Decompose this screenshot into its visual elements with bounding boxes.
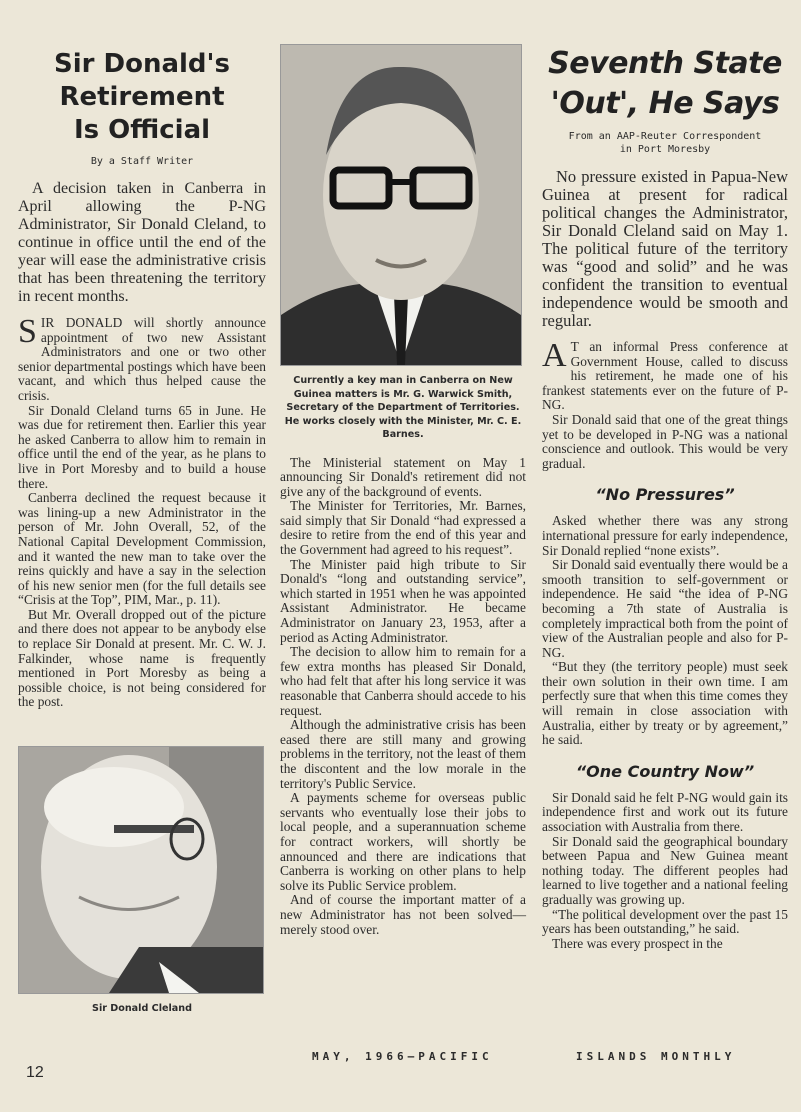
right-paragraph-4: Sir Donald said eventually there would be a smooth transition to self-government or independence. He said “the idea of P-NG becoming a 7th state of Australia is completely impractical both from the point of view of the Australian people and also for P-NG.	[542, 557, 788, 660]
right-paragraph-7: Sir Donald said the geographical boundary between Papua and New Guinea meant nothing today. The different peoples had learned to live together and a national feeling gradually was growing up.	[542, 833, 788, 907]
portrait-image	[281, 45, 521, 365]
middle-paragraph-2: The Minister for Territories, Mr. Barnes, said simply that Sir Donald “had expressed a desire to retire from the end of this year and the Government had agreed to his request”.	[280, 498, 526, 558]
left-headline: Sir Donald's Retirement Is Official	[54, 49, 230, 145]
right-paragraph-8: “The political development over the past 15 years has been outstanding,” he said.	[542, 906, 788, 937]
middle-paragraph-3: The Minister paid high tribute to Sir Donald's “long and outstanding service”, which started in 1951 when he was appointed Assistant Administrator. He became Administrator on January 23, 1953, after a period as Acting Administrator.	[280, 556, 526, 645]
middle-paragraph-5: Although the administrative crisis has been eased there are still many and growing problems in the territory, not the least of them the discontent and the low morale in the territory's Public Service.	[280, 717, 526, 791]
left-lead-paragraph: A decision taken in Canberra in April allowing the P-NG Administrator, Sir Donald Cleland, to continue in office until the end of the year will ease the administrative crisis that has been threatening the territory in recent months.	[18, 180, 266, 305]
right-paragraph-9: There was every prospect in the	[552, 935, 723, 951]
footer-magazine: ISLANDS MONTHLY	[576, 1050, 736, 1063]
drop-cap: A	[542, 337, 567, 374]
left-photo-caption: Sir Donald Cleland	[92, 1003, 192, 1015]
subheading-one-country-now: “One Country Now”	[575, 761, 755, 781]
subheading-no-pressures: “No Pressures”	[595, 485, 735, 505]
right-paragraph-1: A T an informal Press conference at Government House, called to discuss his retirement, he made one of his frankest statements ever on the future of P-NG.	[542, 337, 788, 413]
right-paragraph-6: Sir Donald said he felt P-NG would gain its independence first and work out its future association with Australia from there.	[542, 789, 788, 835]
right-article	[542, 44, 788, 951]
right-byline: From an AAP-Reuter Correspondent in Port Moresby	[568, 131, 762, 155]
left-paragraph-2: Sir Donald Cleland turns 65 in June. He was due for retirement then. Earlier this year he asked Canberra to allow him to remain in office until the end of the year, as he plans to live in Port Moresby and to build a house there.	[18, 402, 266, 491]
right-paragraph-2: Sir Donald said that one of the great things yet to be developed in P-NG was a national conscience and outlook. This would be very gradual.	[542, 411, 788, 471]
middle-paragraph-6: A payments scheme for overseas public servants who eventually lose their jobs to local people, and a superannuation scheme for contract workers, will shortly be announced and there are indications that Canberra is working on other plans to help solve its Public Service problem.	[280, 790, 526, 893]
right-lead-paragraph: No pressure existed in Papua-New Guinea at present for radical political changes the Administrator, Sir Donald Cleland said on May 1. The political future of the territory was “good and solid” and he was confident the transition to eventual independence would be smooth and regular.	[542, 167, 788, 330]
photo-warwick-smith	[280, 44, 522, 366]
left-article	[18, 44, 266, 1030]
page-number: 12	[26, 1064, 44, 1081]
right-paragraph-5: “But they (the territory people) must seek their own solution in their own time. I am perfectly sure that when this time comes they will remain in close association with Australia, either by treaty or by agreement,” he said.	[542, 659, 788, 748]
portrait-image	[19, 747, 263, 993]
left-paragraph-4: But Mr. Overall dropped out of the picture and there does not appear to be anybody else to replace Sir Donald at present. Mr. C. W. J. Falkinder, whose name is frequently mentioned in Port Moresby as being a possible choice, is not being considered for the post.	[18, 606, 266, 710]
left-byline: By a Staff Writer	[90, 156, 194, 167]
left-paragraph-3: Canberra declined the request because it was lining-up a new Administrator in the person of Mr. John Overall, 52, of the National Capital Development Commission, and it wanted the new man to take over the reins quickly and have a say in the selection of his new senior men (for the full details see “Crisis at the Top”, PIM, Mar., p. 11).	[18, 490, 266, 608]
photo-sir-donald-cleland	[18, 746, 264, 994]
middle-paragraph-1: The Ministerial statement on May 1 announcing Sir Donald's retirement did not give any of the background of events.	[280, 454, 526, 499]
left-paragraph-1: SIR DONALD will shortly announce appointment of two new Assistant Administrators and one or two other senior departmental postings which have been vacant, and which thus helped cause the crisis.	[18, 313, 266, 403]
right-headline: Seventh State 'Out', He Says	[548, 46, 782, 121]
middle-photo-caption: Currently a key man in Canberra on New Guinea matters is Mr. G. Warwick Smith, Secretary of the Department of Territories. He works closely with the Minister, Mr. C. E. Barnes.	[284, 375, 522, 440]
middle-article	[280, 44, 526, 937]
footer-issue: MAY, 1966—PACIFIC	[312, 1050, 493, 1063]
drop-cap: S	[18, 313, 37, 350]
middle-paragraph-7: And of course the important matter of a new Administrator has not been solved—merely stood over.	[280, 892, 526, 937]
middle-paragraph-4: The decision to allow him to remain for a few extra months has pleased Sir Donald, who had felt that after his long service it was reasonable that Canberra should accede to his request.	[280, 644, 526, 718]
right-paragraph-3: Asked whether there was any strong international pressure for early independence, Sir Donald replied “none exists”.	[542, 513, 788, 558]
